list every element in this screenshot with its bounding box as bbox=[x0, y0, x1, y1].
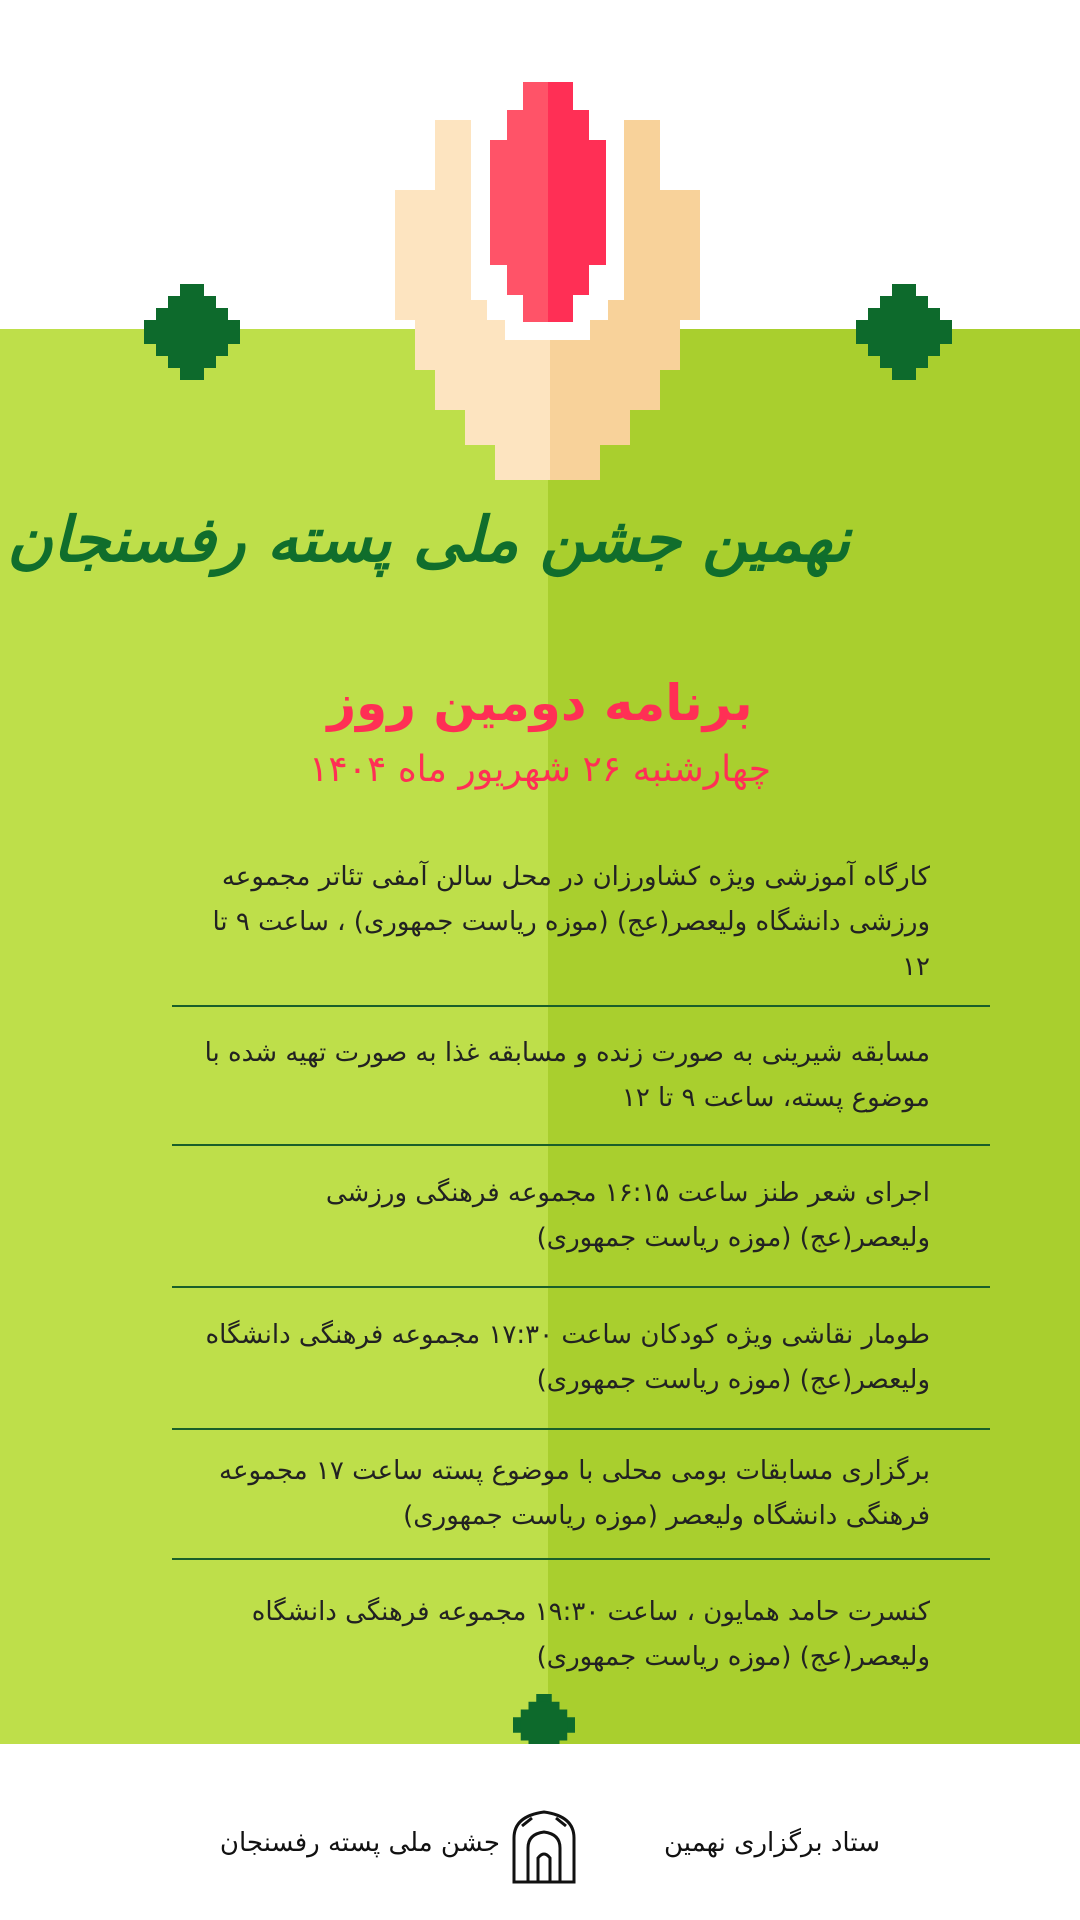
event-text: کارگاه آموزشی ویژه کشاورزان در محل سالن آمفی تئاتر مجموعه ورزشی دانشگاه ولیعصر(عج) (موزه ریاست جمهوری) ، ساعت ۹ تا ۱۲ bbox=[212, 862, 930, 982]
event-item bbox=[170, 1146, 930, 1286]
event-text: برگزاری مسابقات بومی محلی با موضوع پسته ساعت ۱۷ مجموعه فرهنگی دانشگاه ولیعصر (موزه ریاست جمهوری) bbox=[219, 1456, 930, 1531]
green-cross-ornament-icon bbox=[856, 284, 952, 380]
event-text: کنسرت حامد همایون ، ساعت ۱۹:۳۰ مجموعه فرهنگی دانشگاه ولیعصر(عج) (موزه ریاست جمهوری) bbox=[251, 1597, 930, 1672]
event-text: مسابقه شیرینی به صورت زنده و مسابقه غذا به صورت تهیه شده با موضوع پسته، ساعت ۹ تا ۱۲ bbox=[204, 1037, 930, 1113]
event-item bbox=[170, 1560, 930, 1710]
event-item bbox=[170, 840, 930, 1005]
footer-organizer-line1: ستاد برگزاری نهمین bbox=[664, 1828, 880, 1858]
program-title: برنامه دومین روز bbox=[327, 674, 753, 732]
event-text: طومار نقاشی ویژه کودکان ساعت ۱۷:۳۰ مجموعه فرهنگی دانشگاه ولیعصر(عج) (موزه ریاست جمهوری) bbox=[205, 1320, 930, 1395]
events-list bbox=[170, 840, 930, 1710]
pixel-hands-pistachio-icon bbox=[395, 70, 700, 490]
festival-title: نهمین جشن ملی پسته رفسنجان bbox=[7, 503, 850, 576]
event-text: اجرای شعر طنز ساعت ۱۶:۱۵ مجموعه فرهنگی ورزشی ولیعصر(عج) (موزه ریاست جمهوری) bbox=[325, 1178, 930, 1253]
program-date: چهارشنبه ۲۶ شهریور ماه ۱۴۰۴ bbox=[309, 749, 771, 790]
footer bbox=[0, 1744, 1080, 1920]
event-item bbox=[170, 1007, 930, 1144]
event-item bbox=[170, 1430, 930, 1558]
green-cross-ornament-icon bbox=[144, 284, 240, 380]
footer-organizer-line2: جشن ملی پسته رفسنجان bbox=[219, 1828, 500, 1858]
event-item bbox=[170, 1288, 930, 1428]
organizer-logo-icon bbox=[508, 1808, 580, 1888]
